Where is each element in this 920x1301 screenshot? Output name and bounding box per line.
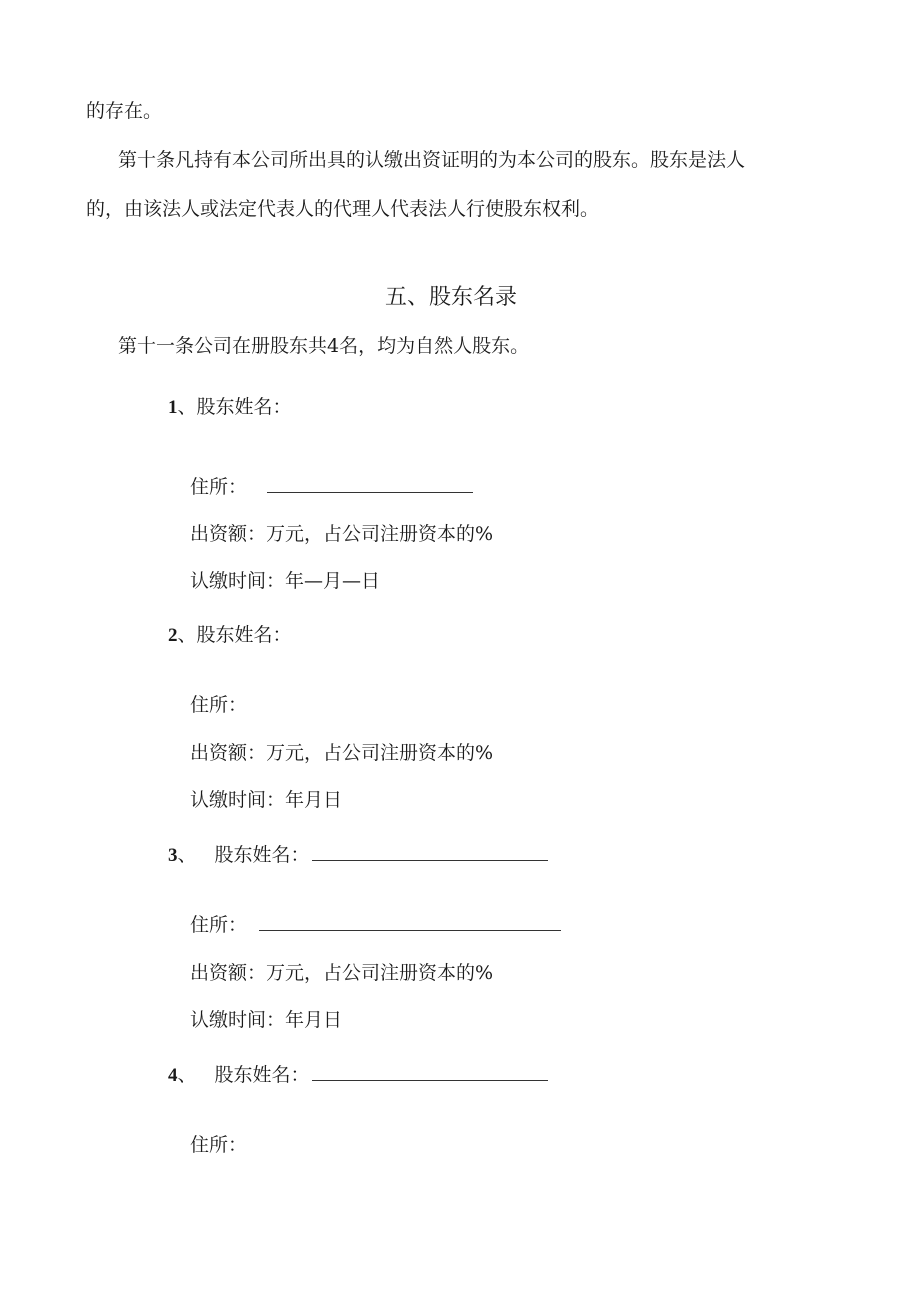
section-title: 五、股东名录 xyxy=(385,285,518,310)
shareholder-2-name-row: 2、股东姓名： xyxy=(168,624,292,646)
shareholder-4-name-row: 4、 股东姓名： xyxy=(168,1062,548,1089)
shareholder-name-label: 股东姓名： xyxy=(214,844,310,866)
address-blank-line xyxy=(259,912,561,931)
name-blank-line xyxy=(312,842,548,861)
shareholder-3-time: 认缴时间：年月日 xyxy=(190,1009,343,1031)
shareholder-4-address: 住所： xyxy=(190,1134,248,1156)
shareholder-name-label: 股东姓名： xyxy=(214,1064,310,1086)
address-blank-line xyxy=(267,474,473,493)
shareholder-2-time: 认缴时间：年月日 xyxy=(190,789,343,811)
shareholder-2-address: 住所： xyxy=(190,694,248,716)
shareholder-number: 2 xyxy=(168,625,178,646)
shareholder-3-address-row xyxy=(190,912,561,938)
shareholder-1-time: 认缴时间：年—月—日 xyxy=(190,570,381,592)
paragraph-continuation: 的存在。 xyxy=(86,100,163,122)
address-label: 住所： xyxy=(190,476,248,498)
shareholder-3-name-row: 3、 股东姓名： xyxy=(168,842,548,869)
shareholder-2-capital: 出资额：万元，占公司注册资本的% xyxy=(190,742,494,764)
name-blank-line xyxy=(312,1062,548,1081)
address-label: 住所： xyxy=(190,914,248,936)
shareholder-1-name-row: 1、股东姓名： xyxy=(168,396,292,418)
shareholder-name-label: 股东姓名： xyxy=(196,396,292,418)
shareholder-name-label: 股东姓名： xyxy=(196,624,292,646)
shareholder-number: 4 xyxy=(168,1065,178,1086)
article-ten-line-1: 第十条凡持有本公司所出具的认缴出资证明的为本公司的股东。股东是法人 xyxy=(118,149,746,171)
shareholder-1-address-row xyxy=(190,474,473,500)
shareholder-1-capital: 出资额：万元，占公司注册资本的% xyxy=(190,523,494,545)
shareholder-3-capital: 出资额：万元，占公司注册资本的% xyxy=(190,962,494,984)
article-eleven: 第十一条公司在册股东共4名，均为自然人股东。 xyxy=(118,335,530,357)
article-ten-line-2: 的，由该法人或法定代表人的代理人代表法人行使股东权利。 xyxy=(86,198,600,220)
shareholder-number: 3 xyxy=(168,845,178,866)
shareholder-number: 1 xyxy=(168,397,178,418)
